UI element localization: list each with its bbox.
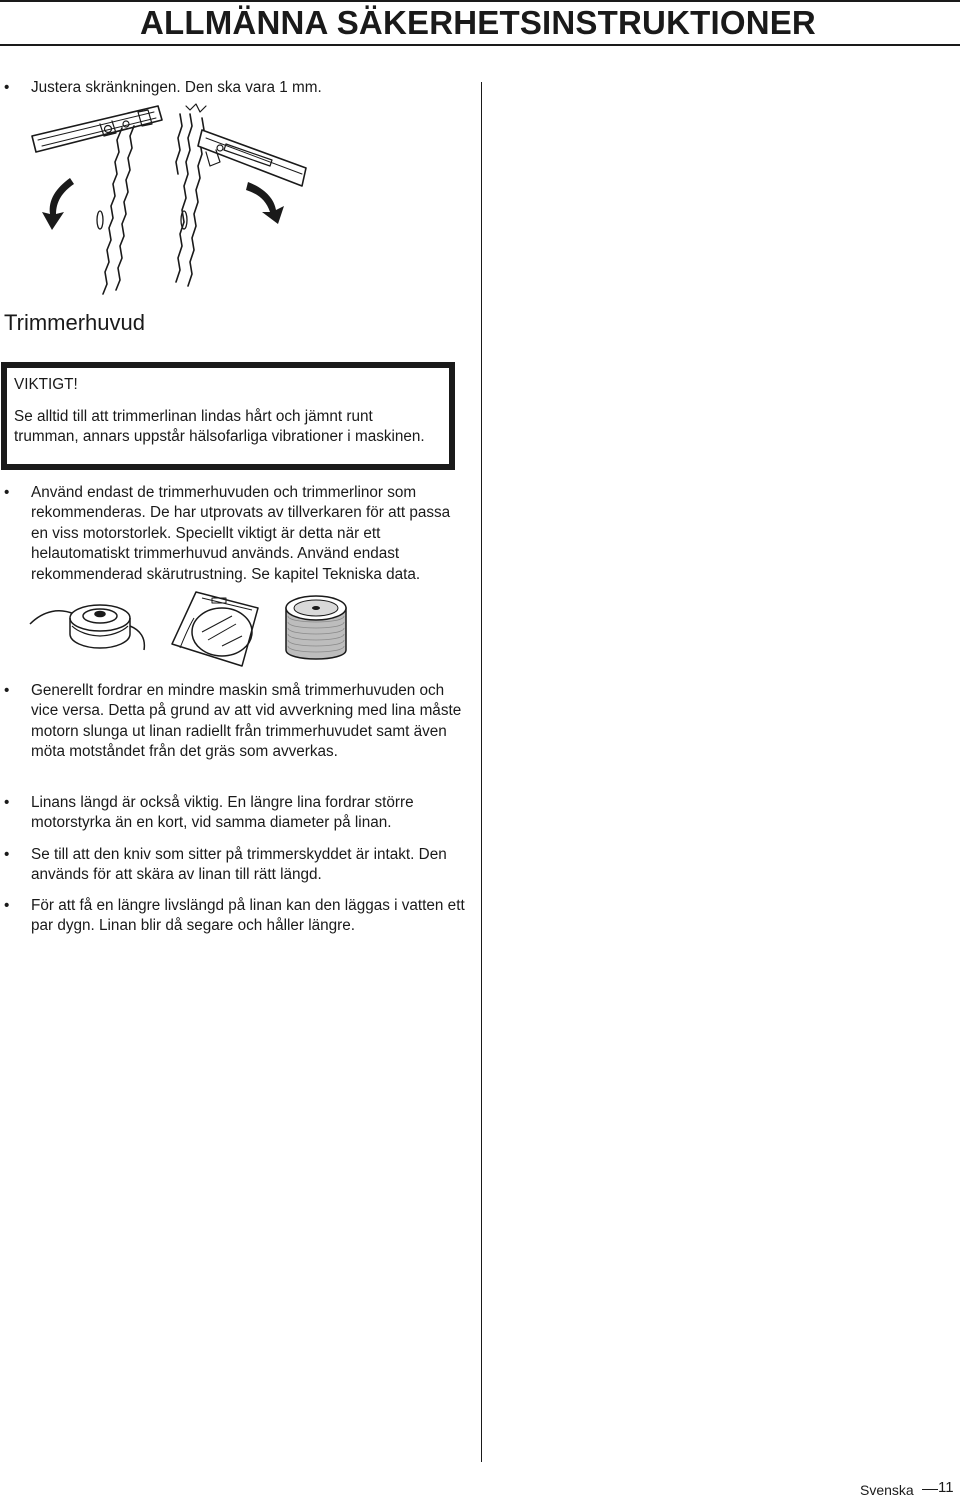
notice-heading: VIKTIGT! bbox=[14, 376, 78, 393]
bullet-text: Linans längd är också viktig. En längre lina fordrar större motorstyrka än en kort, vid samma diameter på linan. bbox=[31, 794, 414, 832]
bullet-dot: • bbox=[4, 484, 10, 501]
notice-box bbox=[1, 362, 455, 470]
bullet-item bbox=[0, 793, 470, 834]
bullet-item bbox=[0, 896, 470, 937]
column-divider bbox=[481, 82, 482, 1462]
bullet-dot: • bbox=[4, 682, 10, 699]
bullet-item bbox=[0, 681, 470, 763]
intro-bullet-text: Justera skränkningen. Den ska vara 1 mm. bbox=[31, 79, 322, 96]
page-title: ALLMÄNNA SÄKERHETSINSTRUKTIONER bbox=[140, 4, 816, 41]
footer-divider bbox=[922, 1489, 938, 1490]
bullet-text: Använd endast de trimmerhuvuden och trimmerlinor som rekommenderas. De har utprovats av tillverkaren för att passa en viss motorstorlek. Speciellt viktigt är detta när ett helautomatiskt trimmerhuvud används. Använd endast rekommenderad skärutrustning. Se kapitel Tekniska data. bbox=[31, 484, 451, 583]
bullet-dot: • bbox=[4, 846, 10, 863]
trimmer-products-illustration bbox=[26, 588, 356, 670]
bullet-item bbox=[0, 845, 470, 886]
page-number: 11 bbox=[938, 1479, 954, 1496]
section-heading: Trimmerhuvud bbox=[4, 310, 145, 335]
bullet-dot: • bbox=[4, 794, 10, 811]
bullet-dot: • bbox=[4, 79, 10, 96]
notice-text: Se alltid till att trimmerlinan lindas hårt och jämnt runt trumman, annars uppstår hälsofarliga vibrationer i maskinen. bbox=[14, 408, 425, 446]
header-rule-top bbox=[0, 0, 960, 2]
bullet-text: Se till att den kniv som sitter på trimmerskyddet är intakt. Den används för att skära av linan till rätt längd. bbox=[31, 846, 447, 884]
bullet-text: För att få en längre livslängd på linan kan den läggas i vatten ett par dygn. Linan blir då segare och håller längre. bbox=[31, 897, 465, 935]
bullet-item bbox=[0, 483, 470, 585]
bullet-dot: • bbox=[4, 897, 10, 914]
bullet-text: Generellt fordrar en mindre maskin små trimmerhuvuden och vice versa. Detta på grund av att vid avverkning med lina måste motorn slunga ut linan radiellt från trimmerhuvudet samt även möta motståndet från det gräs som avverkas. bbox=[31, 682, 462, 761]
header-rule-bottom bbox=[0, 44, 960, 46]
saw-blade-set-illustration bbox=[20, 96, 320, 302]
footer-language: Svenska bbox=[860, 1482, 914, 1498]
